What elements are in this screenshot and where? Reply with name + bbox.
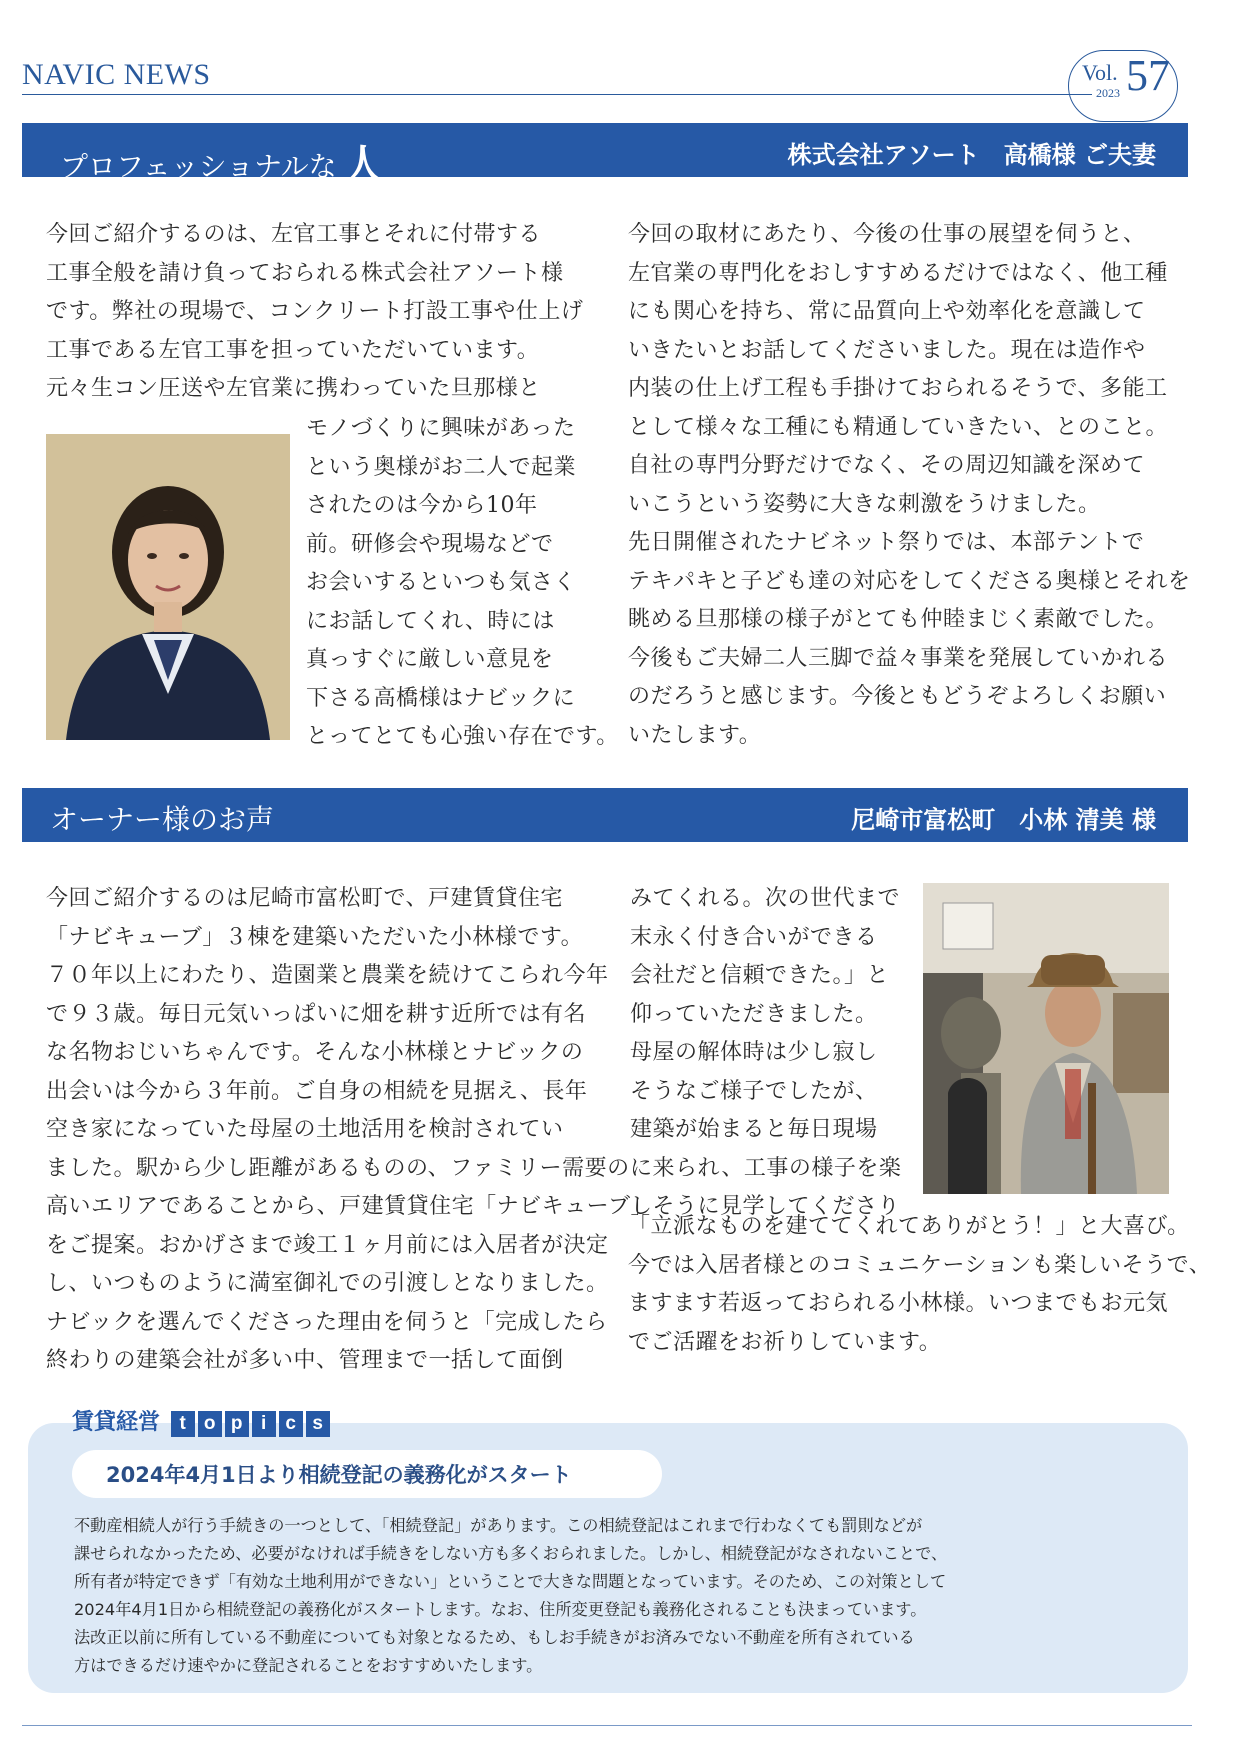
topics-chip: s [306,1411,330,1437]
text-line: 下さる高橋様はナビックに [306,685,576,711]
text-line: 課せられなかったため、必要がなければ手続きをしない方も多くおられました。しかし、相続登記がなされないことで、 [74,1544,948,1563]
text-line: そうなご様子でしたが、 [630,1078,878,1104]
portrait-photo-takahashi [46,434,290,740]
text-line: にも関心を持ち、常に品質向上や効率化を意識して [628,299,1146,324]
text-line: モノづくりに興味があった [306,416,576,441]
section-owner-voice-banner [22,788,1188,842]
text-line: 所有者が特定できず「有効な土地利用ができない」ということで大きな問題となっています。そのため、この対策として [74,1572,947,1591]
section-professional-subtitle: 株式会社アソート 高橋様 ご夫妻 [787,140,1156,169]
text-line: いこうという姿勢に大きな刺激をうけました。 [628,491,1101,517]
owner-voice-closing-text [628,1208,1212,1362]
text-line: 元々生コン圧送や左官業に携わっていた旦那様と [46,376,541,401]
text-line: 2024年4月1日から相続登記の義務化がスタートします。なお、住所変更登記も義務化されることも決まっています。 [74,1600,927,1619]
text-line: 工事である左官工事を担っていただいています。 [46,337,540,363]
text-line: のだろうと感じます。今後ともどうぞよろしくお願い [628,684,1167,709]
section-professional-banner [22,123,1188,190]
topics-chip: c [279,1411,303,1437]
owner-voice-main-text [46,880,654,1381]
text-line: 会社だと信頼できた。」と [630,963,890,988]
text-line: な名物おじいちゃんです。そんな小林様とナビックの [46,1040,584,1065]
section-professional-title-big: 人 [342,141,385,190]
masthead-rule [22,94,1092,95]
text-line: 眺める旦那様の様子がとても仲睦まじく素敵でした。 [628,607,1169,632]
owner-photo-illustration [923,883,1169,1194]
section-owner-voice-subtitle: 尼崎市富松町 小林 清美 様 [851,805,1156,834]
text-line: 内装の仕上げ工程も手掛けておられるそうで、多能工 [628,376,1168,401]
topics-title: 2024年4月1日より相続登記の義務化がスタート [106,1463,572,1487]
section-owner-voice-title: オーナー様のお声 [50,803,275,836]
text-line: 母屋の解体時は少し寂し [630,1040,878,1065]
volume-label: Vol. [1082,60,1118,85]
text-line: 高いエリアであることから、戸建賃貸住宅「ナビキューブ」 [46,1194,654,1219]
text-line: お会いするといつも気さく [306,570,577,595]
text-line: とってとても心強い存在です。 [306,724,619,749]
text-line: です。弊社の現場で、コンクリート打設工事や仕上げ [46,299,584,324]
text-line: 今回の取材にあたり、今後の仕事の展望を伺うと、 [628,222,1146,247]
text-line: 建築が始まると毎日現場 [630,1117,878,1142]
text-line: 「立派なものを建ててくれてありがとう！」と大喜び。 [628,1214,1190,1239]
topics-body-text [74,1512,947,1680]
topics-chip: p [225,1411,249,1437]
text-line: 先日開催されたナビネット祭りでは、本部テントで [628,530,1145,555]
text-line: テキパキと子ども達の対応をしてくださる奥様とそれを [628,568,1191,594]
section-professional-title [60,133,385,193]
text-line: 左官業の専門化をおしすすめるだけではなく、他工種 [628,260,1168,286]
text-line: 今回ご紹介するのは、左官工事とそれに付帯する [46,222,542,247]
text-line: でご活躍をお祈りしています。 [628,1329,942,1355]
text-line: 末永く付き合いができる [630,924,878,950]
text-line: として様々な工種にも精通していきたい、とのこと。 [628,414,1169,440]
text-line: 今後もご夫婦二人三脚で益々事業を発展していかれる [628,645,1169,671]
text-line: し、いつものように満室御礼での引渡しとなりました。 [46,1271,609,1296]
text-line: いきたいとお話してくださいました。現在は造作や [628,337,1146,363]
text-line: されたのは今から10年 [306,493,538,518]
portrait-illustration [46,434,290,740]
text-line: いたします。 [628,722,762,748]
volume-year: 2023 [1096,86,1120,100]
section-professional-title-text: プロフェッショナルな [60,150,337,183]
topics-chip: i [252,1411,276,1437]
professional-side-text [306,410,619,757]
text-line: という奥様がお二人で起業 [306,454,577,480]
footer-rule [22,1725,1192,1726]
text-line: 自社の専門分野だけでなく、その周辺知識を深めて [628,453,1146,478]
text-line: 出会いは今から３年前。ご自身の相続を見据え、長年 [46,1078,588,1104]
volume-number: 57 [1126,51,1170,100]
text-line: 前。研修会や現場などで [306,531,554,557]
text-line: ７０年以上にわたり、造園業と農業を続けてこられ今年 [46,963,609,988]
text-line: みてくれる。次の世代まで [630,886,901,911]
text-line: 今では入居者様とのコミュニケーションも楽しいそうで、 [628,1252,1212,1278]
text-line: 「ナビキューブ」３棟を建築いただいた小林様です。 [46,924,584,950]
text-line: しそうに見学してくださり [630,1194,901,1219]
topics-heading-label: 賃貸経営 [72,1409,161,1435]
text-line: で９３歳。毎日元気いっぱいに畑を耕す近所では有名 [46,1001,587,1027]
text-line: 工事全般を請け負っておられる株式会社アソート様 [46,260,564,286]
text-line: 仰っていただきました。 [630,1001,878,1027]
text-line: ますます若返っておられる小林様。いつまでもお元気 [628,1291,1169,1316]
topics-heading [72,1405,330,1437]
professional-interview-text [628,216,1191,755]
text-line: にお話してくれ、時には [306,608,555,634]
professional-intro-text [46,216,586,409]
text-line: ナビックを選んでくださった理由を伺うと「完成したら [46,1309,608,1335]
text-line: をご提案。おかげさまで竣工１ヶ月前には入居者が決定 [46,1232,609,1258]
text-line: 不動産相続人が行う手続きの一つとして、「相続登記」があります。この相続登記はこれまで行わなくても罰則などが [74,1516,923,1535]
topics-chip: t [171,1411,195,1437]
portrait-photo-kobayashi [923,883,1169,1194]
owner-voice-side-text [630,880,910,1227]
text-line: 法改正以前に所有している不動産についても対象となるため、もしお手続きがお済みでない不動産を所有されている [74,1628,915,1647]
text-line: 今回ご紹介するのは尼崎市富松町で、戸建賃貸住宅 [46,886,564,911]
topics-chip: o [198,1411,222,1437]
text-line: ました。駅から少し距離があるものの、ファミリー需要の [46,1155,630,1181]
text-line: 方はできるだけ速やかに登記されることをおすすめいたします。 [74,1656,543,1675]
text-line: 空き家になっていた母屋の土地活用を検討されてい [46,1117,564,1142]
text-line: 終わりの建築会社が多い中、管理まで一括して面倒 [46,1348,564,1373]
text-line: に来られ、工事の様子を楽 [630,1155,902,1181]
newsletter-brand: NAVIC NEWS [22,58,211,91]
text-line: 真っすぐに厳しい意見を [306,647,554,672]
